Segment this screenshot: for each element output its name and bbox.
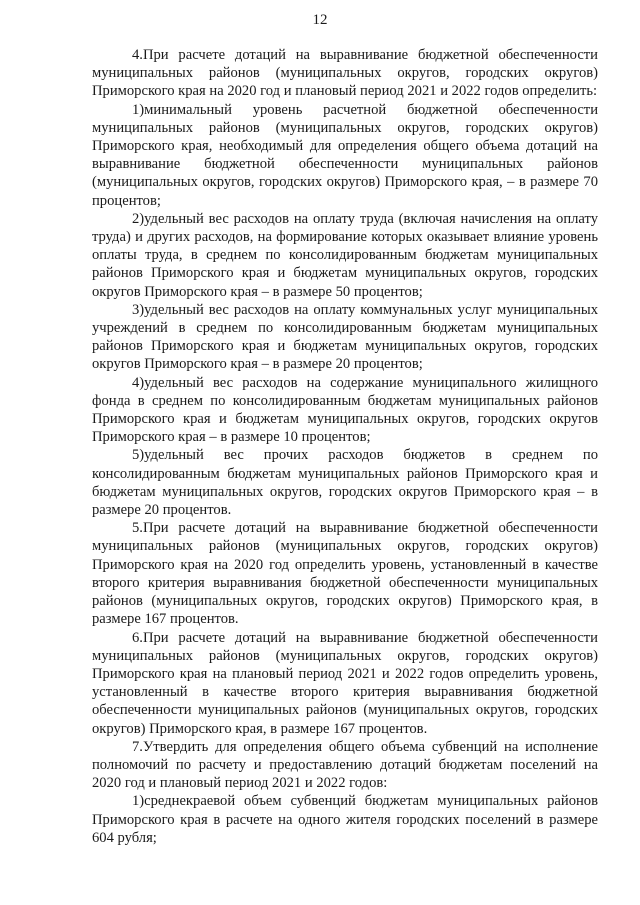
paragraph-7: 7.Утвердить для определения общего объема субвенций на исполнение полномочий по расчету и предоставлению дотаций бюджетам поселений на 2020 год и плановый период 2021 и 2022 годов: <box>92 738 598 792</box>
paragraph-4: 4.При расчете дотаций на выравнивание бюджетной обеспеченности муниципальных районов (муниципальных округов, городских округов) Приморского края на 2020 год и плановый период 2021 и 2022 годов определить: <box>92 47 598 100</box>
paragraph-4-4: 4)удельный вес расходов на содержание муниципального жилищного фонда в среднем по консолидированным бюджетам муниципальных районов Приморского края и бюджетам муниципальных округов, городских округов Приморского края – в размере 10 процентов; <box>92 374 598 446</box>
paragraph-6: 6.При расчете дотаций на выравнивание бюджетной обеспеченности муниципальных районов (муниципальных округов, городских округов) Приморского края на плановый период 2021 и 2022 годов определить уровень, установленный в качестве второго критерия выравнивания бюджетной обеспеченности муниципальных районов (муниципальных округов, городских округов) Приморского края, в размере 167 процентов. <box>92 629 598 737</box>
paragraph-4-2: 2)удельный вес расходов на оплату труда (включая начисления на оплату труда) и других расходов, на формирование которых оказывает влияние уровень оплаты труда, в среднем по консолидированным бюджетам муниципальных районов Приморского края и бюджетам муниципальных округов, городских округов Приморского края – в размере 50 процентов; <box>92 210 598 300</box>
paragraph-4-1: 1)минимальный уровень расчетной бюджетной обеспеченности муниципальных районов (муниципальных округов, городских округов) Приморского края, необходимый для определения общего объема дотаций на выравнивание бюджетной обеспеченности муниципальных районов (муниципальных округов, городских округов) Приморского края, – в размере 70 процентов; <box>92 101 598 209</box>
page-number: 12 <box>312 12 328 28</box>
document-body <box>92 46 598 847</box>
paragraph-4-3: 3)удельный вес расходов на оплату коммунальных услуг муниципальных учреждений в среднем по консолидированным бюджетам муниципальных районов Приморского края и бюджетам муниципальных округов, городских округов Приморского края – в размере 20 процентов; <box>92 301 598 373</box>
paragraph-5: 5.При расчете дотаций на выравнивание бюджетной обеспеченности муниципальных районов (муниципальных округов, городских округов) Приморского края на 2020 год определить уровень, установленный в качестве второго критерия выравнивания бюджетной обеспеченности муниципальных районов (муниципальных округов, городских округов) Приморского края, в размере 167 процентов. <box>92 520 598 628</box>
paragraph-4-5: 5)удельный вес прочих расходов бюджетов в среднем по консолидированным бюджетам муниципальных районов Приморского края и бюджетам муниципальных округов, городских округов Приморского края – в размере 20 процентов. <box>92 447 598 519</box>
paragraph-7-1: 1)среднекраевой объем субвенций бюджетам муниципальных районов Приморского края в расчете на одного жителя городских поселений в размере 604 рубля; <box>92 793 598 846</box>
